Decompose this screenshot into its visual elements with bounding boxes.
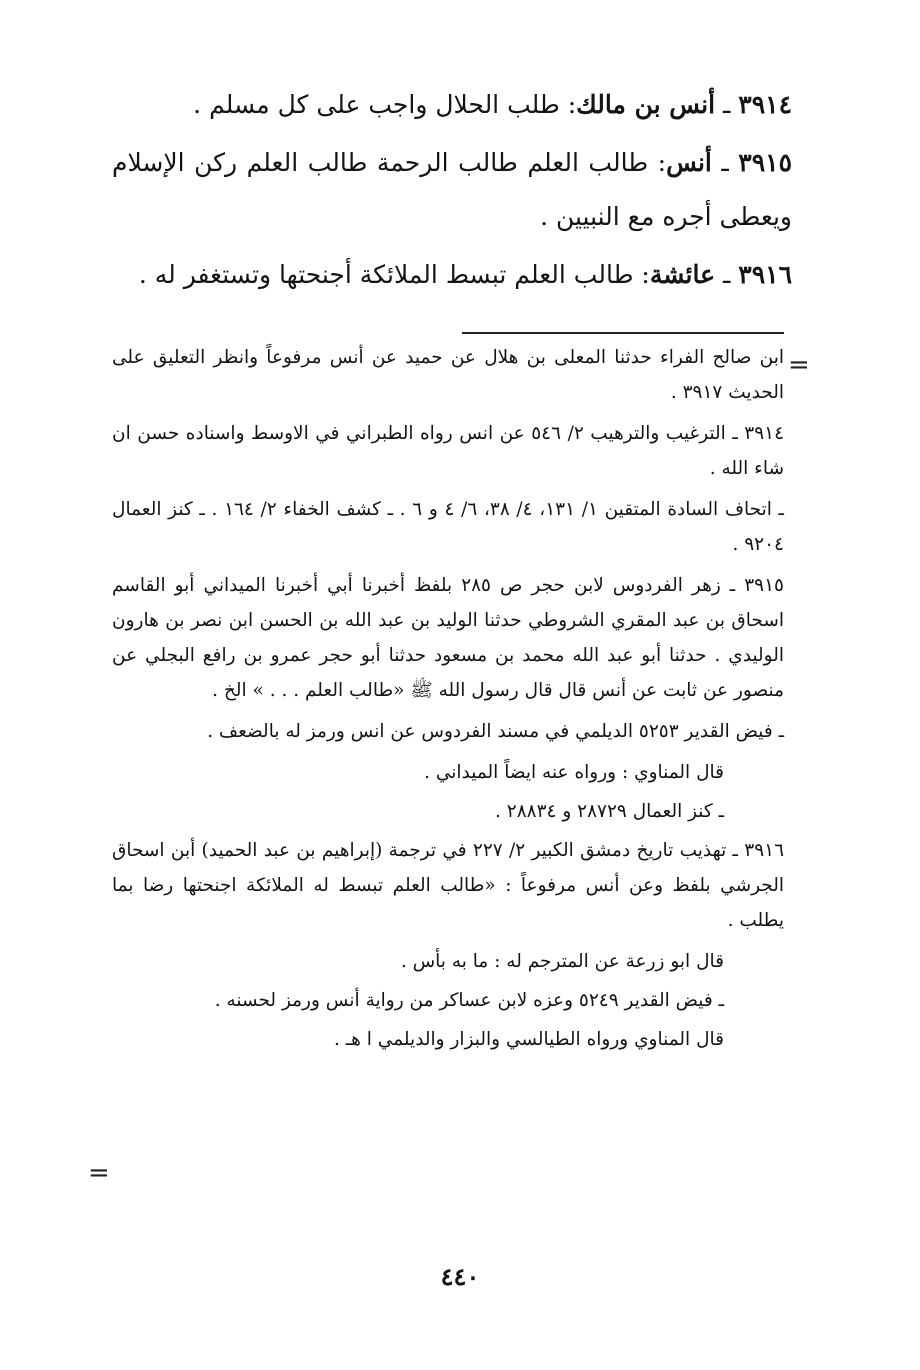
hadith-list xyxy=(112,78,792,306)
hadith-dash: ـ xyxy=(723,90,731,119)
hadith-entry-3914 xyxy=(112,78,792,132)
hadith-text: : طلب الحلال واجب على كل مسلم . xyxy=(193,90,577,119)
hadith-entry-3915 xyxy=(112,136,792,244)
hadith-narrator: أنس xyxy=(666,148,712,177)
footnote-paragraph: ٣٩١٤ ـ الترغيب والترهيب ٢/ ٥٤٦ عن انس رواه الطبراني في الاوسط واسناده حسن ان شاء الله . xyxy=(112,423,785,479)
hadith-number: ٣٩١٦ xyxy=(738,260,792,289)
footnotes xyxy=(112,340,784,1061)
hadith-dash: ـ xyxy=(723,260,731,289)
footnote-separator xyxy=(462,332,784,334)
hadith-narrator: عائشة xyxy=(649,260,716,289)
hadith-text: : طالب العلم طالب الرحمة طالب العلم ركن الإسلام ويعطى أجره مع النبيين . xyxy=(112,148,792,231)
hadith-narrator: أنس بن مالك xyxy=(576,90,716,119)
page-number: ٤٤٠ xyxy=(440,1262,480,1291)
hadith-dash: ـ xyxy=(721,148,729,177)
footnote-paragraph: ٣٩١٦ ـ تهذيب تاريخ دمشق الكبير ٢/ ٢٢٧ في ترجمة (إبراهيم بن عبد الحميد) أبن اسحاق الجرشي بلفظ وعن أنس مرفوعاً : «طالب العلم تبسط له الملائكة اجنحتها رضا بما يطلب . xyxy=(112,840,785,931)
footnote-paragraph: قال المناوي : ورواه عنه ايضاً الميداني . xyxy=(424,762,724,783)
footnote-paragraph: ـ فيض القدير ٥٢٥٣ الديلمي في مسند الفردوس عن انس ورمز له بالضعف . xyxy=(207,721,784,742)
footnote-paragraph: قال المناوي ورواه الطيالسي والبزار والديلمي ا هـ . xyxy=(333,1029,724,1050)
hadith-number: ٣٩١٤ xyxy=(738,90,792,119)
hadith-text: : طالب العلم تبسط الملائكة أجنحتها وتستغفر له . xyxy=(138,260,650,289)
hadith-entry-3916 xyxy=(112,248,792,302)
footnote-paragraph: ـ فيض القدير ٥٢٤٩ وعزه لابن عساكر من رواية أنس ورمز لحسنه . xyxy=(214,990,724,1011)
continuation-marker-top: = xyxy=(788,350,810,380)
footnote-paragraph: ابن صالح الفراء حدثنا المعلى بن هلال عن حميد عن أنس مرفوعاً وانظر التعليق على الحديث ٣٩١٧ . xyxy=(112,347,784,403)
continuation-marker-bottom: = xyxy=(88,1158,110,1188)
footnote-paragraph: ـ كنز العمال ٢٨٧٢٩ و ٢٨٨٣٤ . xyxy=(495,801,724,822)
footnote-paragraph: ـ اتحاف السادة المتقين ١/ ١٣١، ٤/ ٣٨، ٦/ ٤ و ٦ . ـ كشف الخفاء ٢/ ١٦٤ . ـ كنز العمال ٩٢٠٤ . xyxy=(112,499,784,555)
footnote-paragraph: ٣٩١٥ ـ زهر الفردوس لابن حجر ص ٢٨٥ بلفظ أخبرنا أبي أخبرنا الميداني أبو القاسم اسحاق بن عبد المقري الشروطي حدثنا الوليد بن عبد الله بن الحسن ابن نصر بن هارون الوليدي . حدثنا أبو عبد الله محمد بن مسعود حدثنا أبو حجر عمرو بن رافع البجلي عن منصور عن ثابت عن أنس قال قال رسول الله ﷺ «طالب العلم . . . » الخ . xyxy=(112,575,784,701)
footnote-paragraph: قال ابو زرعة عن المترجم له : ما به بأس . xyxy=(400,951,724,972)
hadith-number: ٣٩١٥ xyxy=(738,148,792,177)
